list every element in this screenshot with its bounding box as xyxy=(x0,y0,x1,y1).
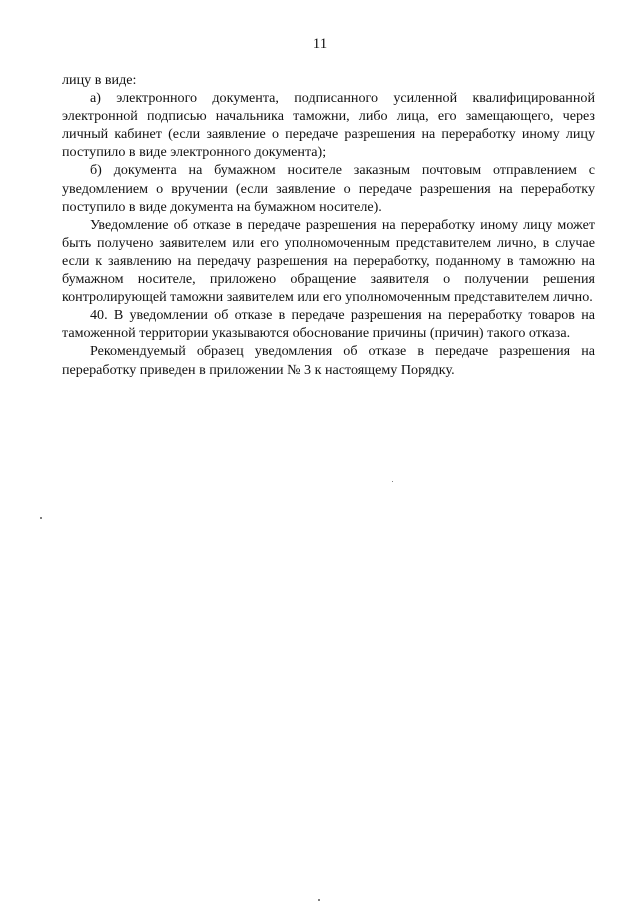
document-body xyxy=(62,71,595,379)
paragraph-continuation: лицу в виде: xyxy=(62,72,137,88)
scan-speck xyxy=(318,899,320,901)
paragraph-notice-receipt: Уведомление об отказе в передаче разрешения на переработку иному лицу может быть получено заявителем или его уполномоченным представителем лично, в случае если к заявлению на передачу разрешения на переработку, поданному в таможню на бумажном носителе, приложено обращение заявителя о получении решения контролирующей таможни заявителем или его уполномоченным представителем лично. xyxy=(62,216,595,306)
paragraph-item-a: а) электронного документа, подписанного усиленной квалифицированной электронной подписью начальника таможни, либо лица, его замещающего, через личный кабинет (если заявление о передаче разрешения на переработку иному лицу поступило в виде электронного документа); xyxy=(62,90,595,161)
paragraph-recommended-sample: Рекомендуемый образец уведомления об отказе в передаче разрешения на переработку приведен в приложении № 3 к настоящему Порядку. xyxy=(62,343,595,378)
page-number: 11 xyxy=(312,36,328,52)
scan-speck xyxy=(392,481,393,482)
paragraph-clause-40: 40. В уведомлении об отказе в передаче разрешения на переработку товаров на таможенной территории указываются обоснование причины (причин) такого отказа. xyxy=(62,307,595,342)
paragraph-item-b: б) документа на бумажном носителе заказным почтовым отправлением с уведомлением о вручении (если заявление о передаче разрешения на переработку поступило в виде документа на бумажном носителе). xyxy=(62,162,595,215)
scan-speck xyxy=(40,517,42,519)
